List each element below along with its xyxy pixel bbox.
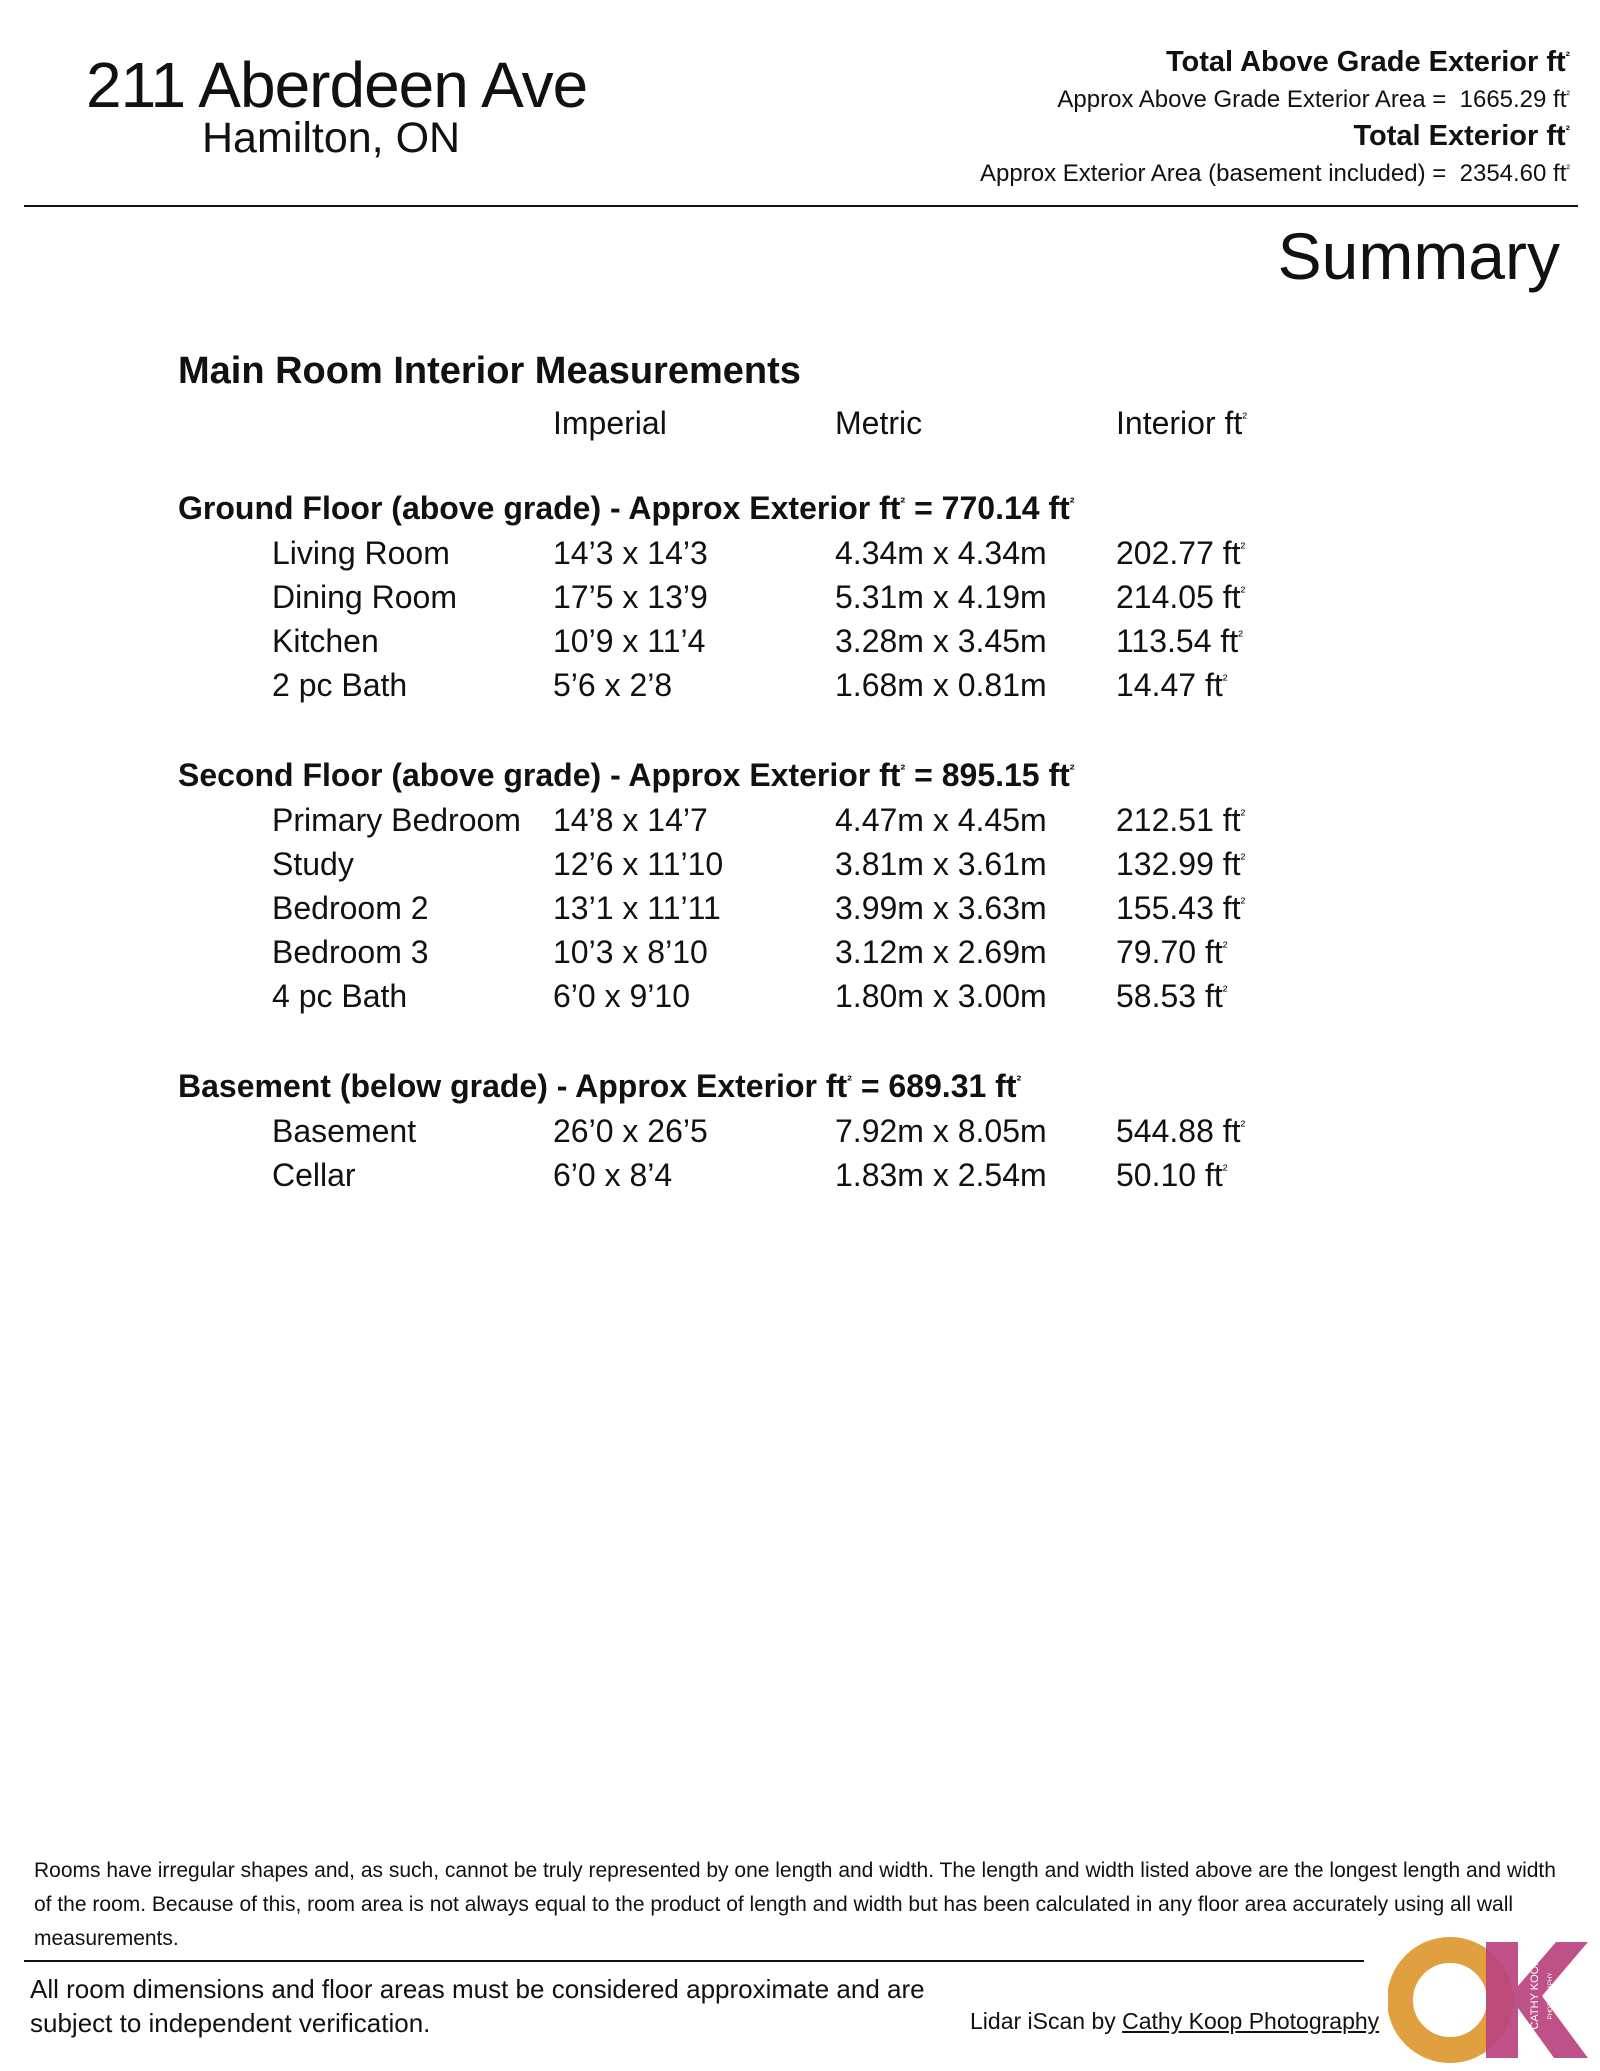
room-metric: 3.99m x 3.63m <box>835 890 1047 926</box>
room-imperial: 6’0 x 8’4 <box>553 1157 673 1193</box>
room-imperial: 6’0 x 9’10 <box>553 978 690 1014</box>
photographer-link[interactable]: Cathy Koop Photography <box>1122 2008 1380 2034</box>
property-city: Hamilton, ON <box>202 114 461 162</box>
room-area: 155.43 $ft^{^2}$ <box>1116 890 1246 926</box>
column-header-metric: Metric <box>835 405 923 441</box>
room-area: 14.47 $ft^{^2}$ <box>1116 667 1228 703</box>
room-imperial: 10’9 x 11’4 <box>553 623 706 659</box>
floor-heading-ground: Ground Floor (above grade) - Approx Exterior $ft^{^2} = 770.14$ $ft^{^2}$ <box>178 490 1075 526</box>
room-area: 214.05 $ft^{^2}$ <box>1116 579 1246 615</box>
room-name: Primary Bedroom <box>272 802 521 838</box>
room-name: Cellar <box>272 1157 356 1193</box>
disclaimer: All room dimensions and floor areas must be considered approximate and are subject to independent verification. <box>30 1974 925 2038</box>
room-name: Bedroom 2 <box>272 890 429 926</box>
room-metric: 1.80m x 3.00m <box>835 978 1047 1014</box>
above-grade-title: Total Above Grade Exterior $ft^{^2}$ <box>1166 46 1570 78</box>
room-imperial: 10’3 x 8’10 <box>553 934 708 970</box>
room-imperial: 13’1 x 11’11 <box>553 890 721 926</box>
room-name: 2 pc Bath <box>272 667 408 703</box>
room-area: 544.88 $ft^{^2}$ <box>1116 1113 1246 1149</box>
room-metric: 1.68m x 0.81m <box>835 667 1047 703</box>
room-area: 113.54 $ft^{^2}$ <box>1116 623 1243 659</box>
room-area: 132.99 $ft^{^2}$ <box>1116 846 1246 882</box>
room-metric: 3.12m x 2.69m <box>835 934 1047 970</box>
room-name: Study <box>272 846 354 882</box>
above-grade-area: Approx Above Grade Exterior Area = 1665.29 $ft^{^2}$ <box>1057 86 1570 113</box>
header-divider <box>24 205 1578 207</box>
room-imperial: 14’3 x 14’3 <box>553 535 708 571</box>
total-exterior-title: Total Exterior $ft^{^2}$ <box>1353 120 1570 152</box>
room-imperial: 17’5 x 13’9 <box>553 579 708 615</box>
room-area: 212.51 $ft^{^2}$ <box>1116 802 1246 838</box>
page-title: Summary <box>1277 219 1560 293</box>
measurements-title: Main Room Interior Measurements <box>178 350 801 392</box>
logo-text: CATHY KOOP <box>1529 1958 1541 2030</box>
floor-heading-second: Second Floor (above grade) - Approx Exterior $ft^{^2} = 895.15$ $ft^{^2}$ <box>178 757 1075 793</box>
room-area: 58.53 $ft^{^2}$ <box>1116 978 1228 1014</box>
floor-heading-basement: Basement (below grade) - Approx Exterior $ft^{^2} = 689.31$ $ft^{^2}$ <box>178 1068 1022 1104</box>
room-name: Kitchen <box>272 623 379 659</box>
room-metric: 3.81m x 3.61m <box>835 846 1047 882</box>
room-metric: 7.92m x 8.05m <box>835 1113 1047 1149</box>
room-area: 50.10 $ft^{^2}$ <box>1116 1157 1228 1193</box>
room-name: Dining Room <box>272 579 457 615</box>
room-area: 79.70 $ft^{^2}$ <box>1116 934 1228 970</box>
property-address: 211 Aberdeen Ave <box>86 49 588 121</box>
room-name: 4 pc Bath <box>272 978 408 1014</box>
room-imperial: 12’6 x 11’10 <box>553 846 724 882</box>
room-metric: 4.34m x 4.34m <box>835 535 1047 571</box>
room-name: Basement <box>272 1113 417 1149</box>
irregular-rooms-note: Rooms have irregular shapes and, as such, cannot be truly represented by one length and width. The length and width listed above are the longest length and width of the room. Because of this, room area is not always equal to the product of length and width but has been calculated in any floor area accurately using all wall measurements. <box>34 1859 1556 1950</box>
room-area: 202.77 $ft^{^2}$ <box>1116 535 1246 571</box>
room-metric: 1.83m x 2.54m <box>835 1157 1047 1193</box>
footer-divider <box>24 1960 1364 1962</box>
room-imperial: 5’6 x 2’8 <box>553 667 673 703</box>
room-metric: 4.47m x 4.45m <box>835 802 1047 838</box>
room-imperial: 14’8 x 14’7 <box>553 802 708 838</box>
room-metric: 3.28m x 3.45m <box>835 623 1047 659</box>
total-exterior-area: Approx Exterior Area (basement included) = 2354.60 $ft^{^2}$ <box>980 160 1570 187</box>
cathy-koop-logo <box>1388 1936 1588 2069</box>
column-header-interior: Interior $ft^{^2}$ <box>1116 405 1248 441</box>
logo-subtext: PHOTOGRAPHY <box>1548 1972 1554 2020</box>
room-name: Bedroom 3 <box>272 934 429 970</box>
credit-line: Lidar iScan by Cathy Koop Photography <box>970 2008 1380 2034</box>
room-name: Living Room <box>272 535 450 571</box>
room-metric: 5.31m x 4.19m <box>835 579 1047 615</box>
column-header-imperial: Imperial <box>553 405 667 441</box>
room-imperial: 26’0 x 26’5 <box>553 1113 708 1149</box>
